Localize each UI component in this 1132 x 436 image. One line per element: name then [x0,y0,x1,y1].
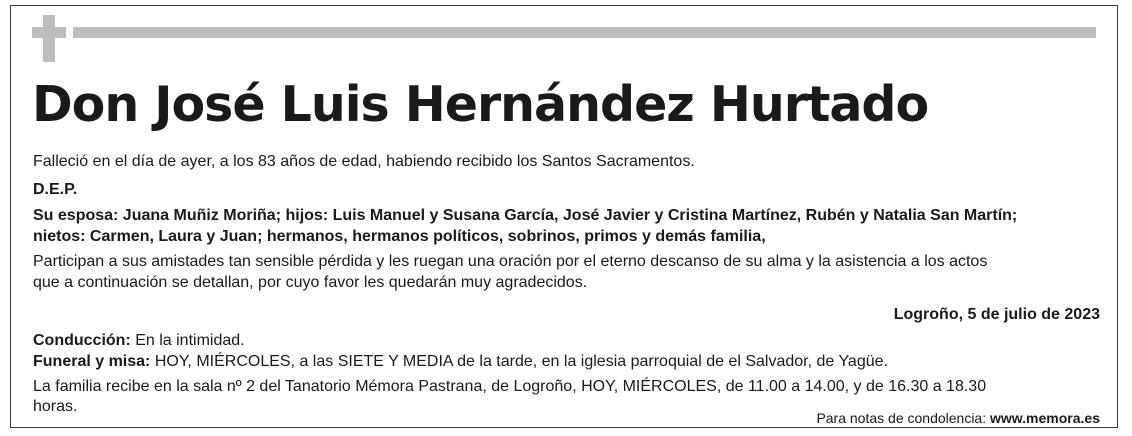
conduction-label: Conducción: [33,332,131,349]
death-notice-text: Falleció en el día de ayer, a los 83 años de edad, habiendo recibido los Santos Sacramentos. [33,153,695,170]
announcement-line-1: Participan a sus amistades tan sensible pérdida y les ruegan una oración por el eterno descanso de su alma y la asistencia a los actos [33,253,988,270]
funeral-line [33,351,888,372]
obituary-card [10,5,1118,428]
conduction-text: En la intimidad. [130,332,245,349]
dep-text: D.E.P. [33,181,78,198]
condolence-link[interactable]: www.memora.es [990,410,1100,426]
condolence-note [816,408,1100,429]
family-line-2: nietos: Carmen, Laura y Juan; hermanos, hermanos políticos, sobrinos, primos y demás familia, [33,228,766,245]
condolence-label: Para notas de condolencia: [816,410,991,426]
deceased-name: Don José Luis Hernández Hurtado [32,76,929,133]
reception-line-1: La familia recibe en la sala nº 2 del Tanatorio Mémora Pastrana, de Logroño, HOY, MIÉRCOLES, de 11.00 a 14.00, y de 16.30 a 18.30 [33,378,987,395]
reception-line-2: horas. [33,398,78,415]
place-date: Logroño, 5 de julio de 2023 [893,306,1100,323]
announcement-line-2: que a continuación se detallan, por cuyo favor les quedarán muy agradecidos. [33,274,588,291]
cross-icon [32,15,66,62]
family-line-1: Su esposa: Juana Muñiz Moriña; hijos: Luis Manuel y Susana García, José Javier y Cristina Martínez, Rubén y Natalia San Martín; [33,207,1018,224]
funeral-text: HOY, MIÉRCOLES, a las SIETE Y MEDIA de la tarde, en la iglesia parroquial de el Salvador, de Yagüe. [150,353,888,370]
conduction-line [33,330,245,351]
header-rule [73,27,1096,38]
funeral-label: Funeral y misa: [33,353,151,370]
